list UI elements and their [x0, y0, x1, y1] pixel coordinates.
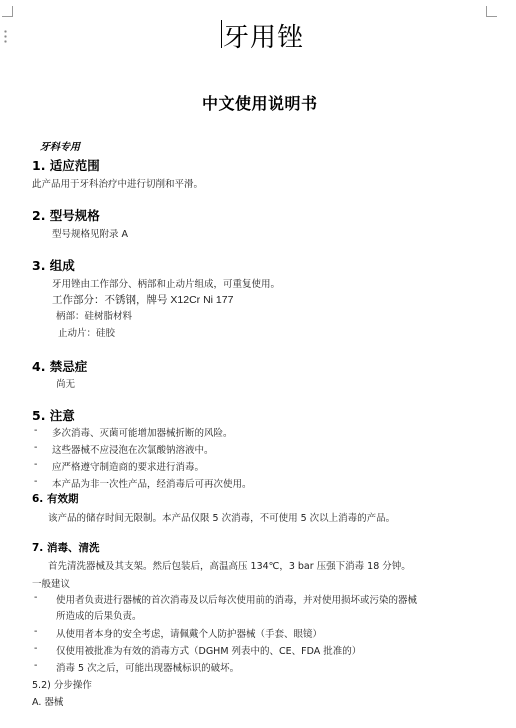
- list-bullet: -: [34, 626, 38, 637]
- section-3-text-2[interactable]: 工作部分：不锈钢，牌号 X12Cr Ni 177: [52, 294, 234, 306]
- section-3-text-3[interactable]: 柄部：硅树脂材料: [56, 311, 133, 322]
- list-item[interactable]: 这些器械不应浸泡在次氯酸钠溶液中。: [52, 445, 214, 456]
- section-7-heading[interactable]: 7. 消毒、清洗: [32, 542, 100, 554]
- step-heading[interactable]: 5.2) 分步操作: [32, 680, 92, 691]
- section-5-heading[interactable]: 5. 注意: [32, 408, 75, 423]
- step-subheading[interactable]: A. 器械: [32, 697, 64, 708]
- section-6-heading[interactable]: 6. 有效期: [32, 493, 79, 505]
- section-3-text-4[interactable]: 止动片：硅胶: [58, 328, 116, 339]
- list-bullet: -: [34, 643, 38, 654]
- list-item[interactable]: 本产品为非一次性产品，经消毒后可再次使用。: [52, 479, 252, 490]
- list-bullet: -: [34, 425, 38, 436]
- section-2-heading[interactable]: 2. 型号规格: [32, 208, 100, 223]
- section-6-text[interactable]: 该产品的储存时间无限制。本产品仅限 5 次消毒，不可使用 5 次以上消毒的产品。: [48, 513, 396, 524]
- list-item[interactable]: 多次消毒、灭菌可能增加器械折断的风险。: [52, 428, 233, 439]
- section-2-text[interactable]: 型号规格见附录 A: [52, 229, 129, 240]
- category-tag[interactable]: 牙科专用: [40, 142, 80, 153]
- crop-mark-top-left: [2, 6, 13, 17]
- list-bullet: -: [34, 476, 38, 487]
- section-1-heading[interactable]: 1. 适应范围: [32, 158, 100, 173]
- list-bullet: -: [34, 660, 38, 671]
- list-item[interactable]: 使用者负责进行器械的首次消毒及以后每次使用前的消毒，并对使用损坏或污染的器械: [56, 595, 418, 606]
- section-4-text[interactable]: 尚无: [56, 379, 76, 390]
- document-title[interactable]: 牙用锉: [223, 23, 305, 53]
- list-item[interactable]: 应严格遵守制造商的要求进行消毒。: [52, 462, 205, 473]
- section-1-text[interactable]: 此产品用于牙科治疗中进行切削和平滑。: [32, 179, 204, 190]
- list-item[interactable]: 消毒 5 次之后，可能出现器械标识的破坏。: [56, 663, 240, 674]
- section-3-text-1[interactable]: 牙用锉由工作部分、柄部和止动片组成，可重复使用。: [52, 279, 281, 290]
- list-item[interactable]: 从使用者本身的安全考虑，请佩戴个人防护器械（手套、眼镜）: [56, 629, 323, 640]
- document-subtitle[interactable]: 中文使用说明书: [202, 94, 318, 113]
- crop-mark-top-right: [486, 6, 497, 17]
- drag-handle-icon[interactable]: [4, 29, 7, 45]
- list-item[interactable]: 仅使用被批准为有效的消毒方式（DGHM 列表中的、CE、FDA 批准的）: [56, 646, 362, 657]
- section-4-heading[interactable]: 4. 禁忌症: [32, 359, 88, 374]
- list-bullet: -: [34, 459, 38, 470]
- list-bullet: -: [34, 442, 38, 453]
- list-item-continuation[interactable]: 所造成的后果负责。: [56, 611, 142, 622]
- general-advice-label[interactable]: 一般建议: [32, 579, 71, 590]
- section-7-text[interactable]: 首先清洗器械及其支架。然后包装后，高温高压 134℃，3 bar 压强下消毒 18 分钟。: [48, 561, 411, 572]
- list-bullet: -: [34, 592, 38, 603]
- text-cursor: [221, 20, 222, 48]
- section-3-heading[interactable]: 3. 组成: [32, 258, 75, 273]
